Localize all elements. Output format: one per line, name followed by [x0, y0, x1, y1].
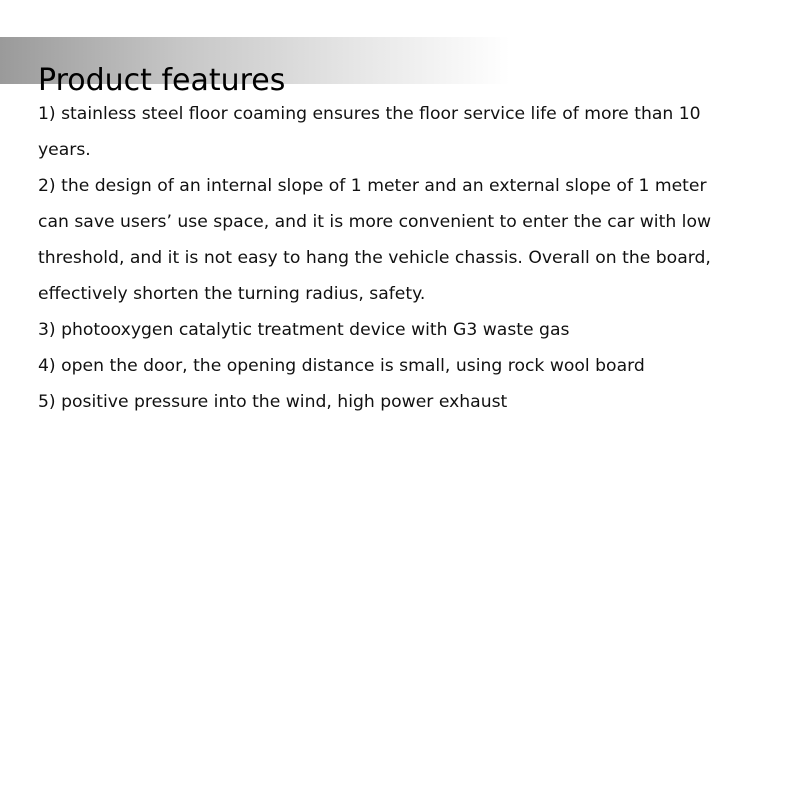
- feature-line: 5) positive pressure into the wind, high power exhaust: [38, 392, 508, 412]
- feature-line: 3) photooxygen catalytic treatment device with G3 waste gas: [38, 320, 570, 340]
- feature-line: years.: [38, 140, 91, 160]
- feature-item-4: [38, 348, 778, 384]
- feature-line: effectively shorten the turning radius, safety.: [38, 284, 426, 304]
- feature-line: can save users’ use space, and it is more convenient to enter the car with low: [38, 212, 712, 232]
- feature-line: 1) stainless steel floor coaming ensures the floor service life of more than 10: [38, 104, 701, 124]
- section-title: Product features: [38, 63, 286, 99]
- feature-list: [38, 96, 778, 420]
- feature-item-3: [38, 312, 778, 348]
- feature-item-2: [38, 168, 778, 312]
- feature-item-1: [38, 96, 778, 168]
- feature-line: 4) open the door, the opening distance is small, using rock wool board: [38, 356, 645, 376]
- feature-line: 2) the design of an internal slope of 1 meter and an external slope of 1 meter: [38, 176, 707, 196]
- feature-line: threshold, and it is not easy to hang the vehicle chassis. Overall on the board,: [38, 248, 711, 268]
- feature-item-5: [38, 384, 778, 420]
